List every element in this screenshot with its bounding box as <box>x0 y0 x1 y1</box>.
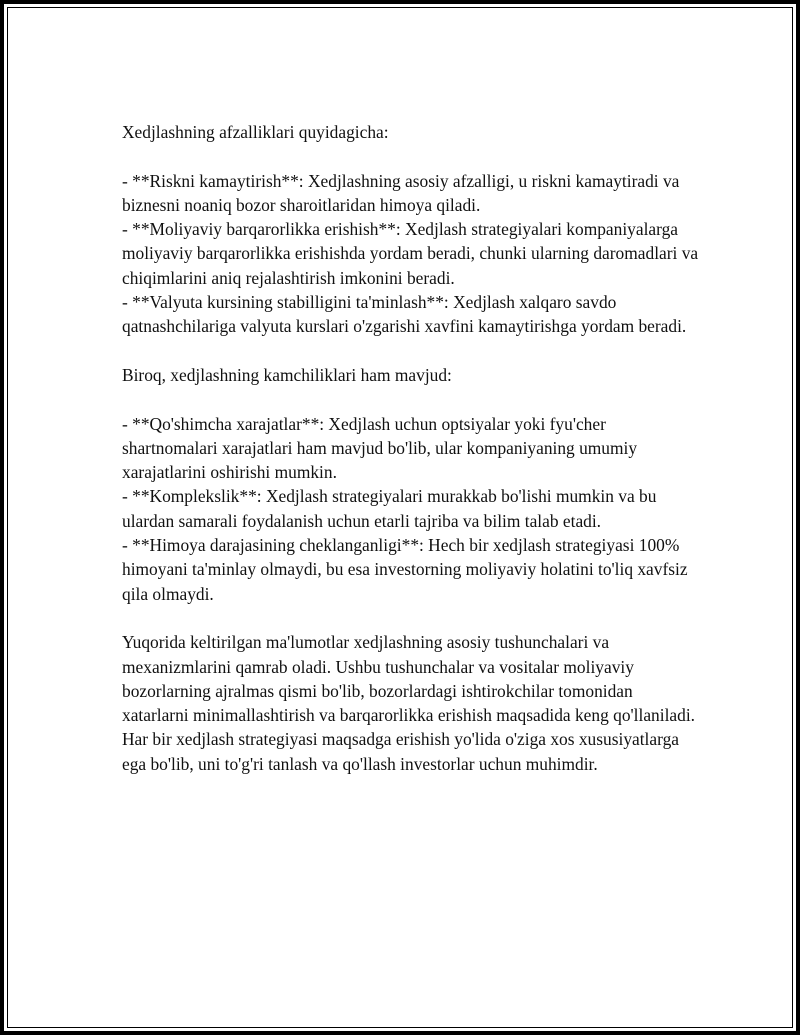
advantage-item-risk: - **Riskni kamaytirish**: Xedjlashning asosiy afzalligi, u riskni kamaytiradi va biznesni noaniq bozor sharoitlaridan himoya qiladi. <box>122 170 684 215</box>
advantage-item-stability: - **Moliyaviy barqarorlikka erishish**: Xedjlash strategiyalari kompaniyalarga moliyaviy barqarorlikka erishishda yordam beradi, chunki ularning daromadlari va chiqimlarini aniq rejalashtirish imkonini beradi. <box>122 219 703 288</box>
paragraph-spacer <box>122 339 702 363</box>
paragraph-spacer <box>122 144 702 168</box>
advantage-item-currency: - **Valyuta kursining stabilligini ta'minlash**: Xedjlash xalqaro savdo qatnashchilariga valyuta kurslari o'zgarishi xavfini kamaytirishga yordam beradi. <box>122 292 687 337</box>
disadvantage-item-costs: - **Qo'shimcha xarajatlar**: Xedjlash uchun optsiyalar yoki fyu'cher shartnomalari xarajatlari ham mavjud bo'lib, ular kompaniyaning umumiy xarajatlarini oshirishi mumkin. <box>122 413 642 483</box>
document-body <box>122 120 702 776</box>
paragraph-spacer <box>122 606 702 630</box>
conclusion-paragraph: Yuqorida keltirilgan ma'lumotlar xedjlashning asosiy tushunchalari va mexanizmlarini qamrab oladi. Ushbu tushunchalar va vositalar moliyaviy bozorlarning ajralmas qismi bo'lib, bozorlardagi ishtirokchilar tomonidan xatarlarni minimallashtirish va barqarorlikka erishish maqsadida keng qo'llaniladi. Har bir xedjlash strategiyasi maqsadga erishish yo'lida o'ziga xos xususiyatlarga ega bo'lib, uni to'g'ri tanlash va qo'llash investorlar uchun muhimdir. <box>122 632 700 774</box>
paragraph-spacer <box>122 387 702 411</box>
disadvantages-heading: Biroq, xedjlashning kamchiliklari ham mavjud: <box>122 364 452 385</box>
disadvantage-item-complexity: - **Komplekslik**: Xedjlash strategiyalari murakkab bo'lishi mumkin va bu ulardan samarali foydalanish uchun etarli tajriba va bilim talab etadi. <box>122 486 661 531</box>
advantages-heading: Xedjlashning afzalliklari quyidagicha: <box>122 122 389 142</box>
disadvantage-item-limited-protection: - **Himoya darajasining cheklanganligi**: Hech bir xedjlash strategiyasi 100% himoyani ta'minlay olmaydi, bu esa investorning moliyaviy holatini to'liq xavfsiz qila olmaydi. <box>122 535 692 604</box>
